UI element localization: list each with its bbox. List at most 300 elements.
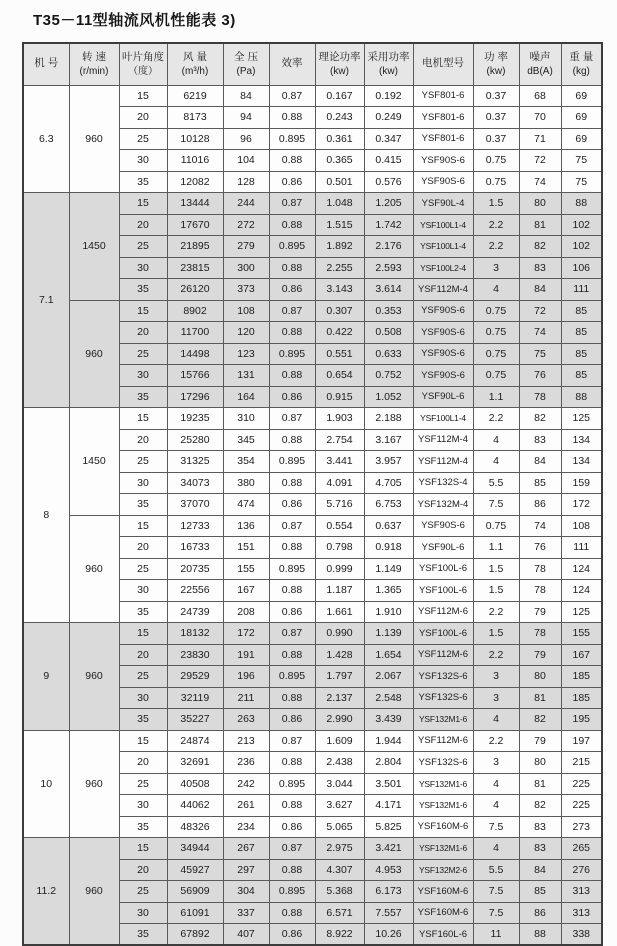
flow-cell: 34073 — [167, 472, 223, 494]
table-header — [23, 43, 602, 85]
adopted-power-cell: 0.752 — [364, 365, 413, 387]
motor-power-cell: 11 — [473, 924, 519, 946]
angle-cell: 30 — [119, 150, 167, 172]
weight-cell: 124 — [561, 580, 602, 602]
theoretical-power-cell: 3.143 — [315, 279, 364, 301]
header-line1: 机 号 — [34, 57, 59, 70]
flow-cell: 32691 — [167, 752, 223, 774]
pressure-cell: 104 — [223, 150, 269, 172]
flow-cell: 40508 — [167, 773, 223, 795]
flow-cell: 56909 — [167, 881, 223, 903]
efficiency-cell: 0.86 — [269, 171, 315, 193]
flow-cell: 25280 — [167, 429, 223, 451]
motor-model-cell: YSF100L2-4 — [413, 257, 473, 279]
theoretical-power-cell: 0.422 — [315, 322, 364, 344]
header-line2: (kw) — [330, 65, 349, 77]
machine-cell: 6.3 — [23, 85, 69, 193]
motor-model-cell: YSF100L1-4 — [413, 214, 473, 236]
weight-cell: 172 — [561, 494, 602, 516]
theoretical-power-cell: 2.990 — [315, 709, 364, 731]
efficiency-cell: 0.87 — [269, 193, 315, 215]
pressure-cell: 242 — [223, 773, 269, 795]
weight-cell: 85 — [561, 365, 602, 387]
efficiency-cell: 0.895 — [269, 558, 315, 580]
flow-cell: 14498 — [167, 343, 223, 365]
motor-power-cell: 0.37 — [473, 85, 519, 107]
angle-cell: 35 — [119, 924, 167, 946]
adopted-power-cell: 1.654 — [364, 644, 413, 666]
adopted-power-cell: 5.825 — [364, 816, 413, 838]
weight-cell: 276 — [561, 859, 602, 881]
efficiency-cell: 0.86 — [269, 386, 315, 408]
theoretical-power-cell: 0.307 — [315, 300, 364, 322]
weight-cell: 338 — [561, 924, 602, 946]
motor-power-cell: 7.5 — [473, 881, 519, 903]
motor-power-cell: 5.5 — [473, 472, 519, 494]
theoretical-power-cell: 0.361 — [315, 128, 364, 150]
motor-power-cell: 7.5 — [473, 494, 519, 516]
machine-cell: 10 — [23, 730, 69, 838]
angle-cell: 15 — [119, 85, 167, 107]
efficiency-cell: 0.895 — [269, 343, 315, 365]
pressure-cell: 373 — [223, 279, 269, 301]
theoretical-power-cell: 1.187 — [315, 580, 364, 602]
flow-cell: 22556 — [167, 580, 223, 602]
angle-cell: 20 — [119, 752, 167, 774]
motor-power-cell: 0.75 — [473, 300, 519, 322]
flow-cell: 48326 — [167, 816, 223, 838]
pressure-cell: 155 — [223, 558, 269, 580]
weight-cell: 185 — [561, 687, 602, 709]
motor-model-cell: YSF112M-6 — [413, 601, 473, 623]
weight-cell: 85 — [561, 300, 602, 322]
rpm-cell: 960 — [69, 730, 119, 838]
motor-power-cell: 4 — [473, 838, 519, 860]
flow-cell: 26120 — [167, 279, 223, 301]
noise-cell: 82 — [519, 795, 561, 817]
header-line2: (kw) — [379, 65, 398, 77]
flow-cell: 16733 — [167, 537, 223, 559]
adopted-power-cell: 0.249 — [364, 107, 413, 129]
efficiency-cell: 0.895 — [269, 881, 315, 903]
noise-cell: 82 — [519, 709, 561, 731]
motor-model-cell: YSF100L-6 — [413, 558, 473, 580]
motor-power-cell: 2.2 — [473, 601, 519, 623]
adopted-power-cell: 4.171 — [364, 795, 413, 817]
efficiency-cell: 0.88 — [269, 859, 315, 881]
angle-cell: 25 — [119, 343, 167, 365]
motor-model-cell: YSF112M-4 — [413, 429, 473, 451]
table-row — [23, 838, 602, 860]
angle-cell: 35 — [119, 279, 167, 301]
theoretical-power-cell: 2.255 — [315, 257, 364, 279]
flow-cell: 8173 — [167, 107, 223, 129]
adopted-power-cell: 0.508 — [364, 322, 413, 344]
noise-cell: 88 — [519, 924, 561, 946]
theoretical-power-cell: 0.551 — [315, 343, 364, 365]
motor-model-cell: YSF90S-6 — [413, 150, 473, 172]
motor-power-cell: 0.75 — [473, 515, 519, 537]
flow-cell: 10128 — [167, 128, 223, 150]
motor-power-cell: 7.5 — [473, 902, 519, 924]
theoretical-power-cell: 0.243 — [315, 107, 364, 129]
efficiency-cell: 0.895 — [269, 236, 315, 258]
angle-cell: 30 — [119, 472, 167, 494]
flow-cell: 67892 — [167, 924, 223, 946]
noise-cell: 80 — [519, 666, 561, 688]
flow-cell: 32119 — [167, 687, 223, 709]
weight-cell: 69 — [561, 85, 602, 107]
adopted-power-cell: 1.149 — [364, 558, 413, 580]
pressure-cell: 164 — [223, 386, 269, 408]
flow-cell: 34944 — [167, 838, 223, 860]
flow-cell: 11016 — [167, 150, 223, 172]
rpm-cell: 960 — [69, 300, 119, 408]
theoretical-power-cell: 0.654 — [315, 365, 364, 387]
flow-cell: 21895 — [167, 236, 223, 258]
motor-model-cell: YSF112M-6 — [413, 730, 473, 752]
weight-cell: 225 — [561, 773, 602, 795]
weight-cell: 85 — [561, 322, 602, 344]
performance-table — [22, 42, 603, 946]
motor-power-cell: 1.1 — [473, 386, 519, 408]
weight-cell: 134 — [561, 451, 602, 473]
motor-model-cell: YSF100L-6 — [413, 580, 473, 602]
angle-cell: 20 — [119, 644, 167, 666]
machine-cell: 9 — [23, 623, 69, 731]
pressure-cell: 263 — [223, 709, 269, 731]
adopted-power-cell: 4.953 — [364, 859, 413, 881]
noise-cell: 79 — [519, 601, 561, 623]
weight-cell: 75 — [561, 171, 602, 193]
noise-cell: 86 — [519, 494, 561, 516]
header-line2: (r/min) — [79, 65, 109, 77]
adopted-power-cell: 3.167 — [364, 429, 413, 451]
efficiency-cell: 0.87 — [269, 623, 315, 645]
noise-cell: 78 — [519, 386, 561, 408]
table-row — [23, 85, 602, 107]
motor-power-cell: 1.5 — [473, 558, 519, 580]
efficiency-cell: 0.86 — [269, 601, 315, 623]
motor-model-cell: YSF132S-6 — [413, 666, 473, 688]
header-line2: dB(A) — [527, 65, 553, 77]
angle-cell: 20 — [119, 214, 167, 236]
rpm-cell: 960 — [69, 85, 119, 193]
efficiency-cell: 0.87 — [269, 85, 315, 107]
adopted-power-cell: 0.347 — [364, 128, 413, 150]
theoretical-power-cell: 1.048 — [315, 193, 364, 215]
col-header-weight — [561, 43, 602, 85]
adopted-power-cell: 3.501 — [364, 773, 413, 795]
header-line2: (kg) — [572, 65, 590, 77]
weight-cell: 108 — [561, 515, 602, 537]
efficiency-cell: 0.86 — [269, 279, 315, 301]
motor-model-cell: YSF112M-4 — [413, 451, 473, 473]
angle-cell: 25 — [119, 881, 167, 903]
theoretical-power-cell: 4.307 — [315, 859, 364, 881]
pressure-cell: 136 — [223, 515, 269, 537]
flow-cell: 37070 — [167, 494, 223, 516]
adopted-power-cell: 2.548 — [364, 687, 413, 709]
col-header-used-power — [364, 43, 413, 85]
header-line1: 噪声 — [529, 50, 551, 63]
theoretical-power-cell: 3.627 — [315, 795, 364, 817]
header-line2: （度） — [128, 65, 158, 77]
efficiency-cell: 0.87 — [269, 838, 315, 860]
weight-cell: 75 — [561, 150, 602, 172]
theoretical-power-cell: 0.365 — [315, 150, 364, 172]
pressure-cell: 120 — [223, 322, 269, 344]
angle-cell: 35 — [119, 816, 167, 838]
col-header-flow — [167, 43, 223, 85]
pressure-cell: 131 — [223, 365, 269, 387]
motor-power-cell: 1.5 — [473, 580, 519, 602]
motor-power-cell: 0.75 — [473, 171, 519, 193]
flow-cell: 8902 — [167, 300, 223, 322]
angle-cell: 30 — [119, 257, 167, 279]
flow-cell: 17670 — [167, 214, 223, 236]
angle-cell: 15 — [119, 838, 167, 860]
header-line1: 理论功率 — [318, 50, 361, 63]
pressure-cell: 196 — [223, 666, 269, 688]
efficiency-cell: 0.88 — [269, 214, 315, 236]
table-row — [23, 515, 602, 537]
machine-cell: 11.2 — [23, 838, 69, 946]
table-row — [23, 408, 602, 430]
pressure-cell: 354 — [223, 451, 269, 473]
flow-cell: 12733 — [167, 515, 223, 537]
machine-cell: 7.1 — [23, 193, 69, 408]
header-line1: 重 量 — [569, 50, 594, 63]
motor-model-cell: YSF132M2-6 — [413, 859, 473, 881]
theoretical-power-cell: 2.754 — [315, 429, 364, 451]
noise-cell: 74 — [519, 515, 561, 537]
theoretical-power-cell: 4.091 — [315, 472, 364, 494]
theoretical-power-cell: 0.501 — [315, 171, 364, 193]
noise-cell: 74 — [519, 322, 561, 344]
theoretical-power-cell: 0.167 — [315, 85, 364, 107]
pressure-cell: 279 — [223, 236, 269, 258]
motor-model-cell: YSF132M1-6 — [413, 709, 473, 731]
adopted-power-cell: 4.705 — [364, 472, 413, 494]
efficiency-cell: 0.87 — [269, 730, 315, 752]
weight-cell: 197 — [561, 730, 602, 752]
angle-cell: 35 — [119, 601, 167, 623]
noise-cell: 76 — [519, 365, 561, 387]
flow-cell: 24874 — [167, 730, 223, 752]
rpm-cell: 1450 — [69, 408, 119, 516]
efficiency-cell: 0.86 — [269, 924, 315, 946]
flow-cell: 13444 — [167, 193, 223, 215]
angle-cell: 15 — [119, 515, 167, 537]
adopted-power-cell: 1.052 — [364, 386, 413, 408]
header-line1: 功 率 — [484, 50, 508, 63]
noise-cell: 85 — [519, 881, 561, 903]
adopted-power-cell: 3.614 — [364, 279, 413, 301]
header-line1: 风 量 — [183, 50, 207, 63]
noise-cell: 78 — [519, 558, 561, 580]
pressure-cell: 213 — [223, 730, 269, 752]
angle-cell: 25 — [119, 558, 167, 580]
theoretical-power-cell: 3.044 — [315, 773, 364, 795]
motor-power-cell: 0.37 — [473, 107, 519, 129]
weight-cell: 111 — [561, 279, 602, 301]
efficiency-cell: 0.88 — [269, 795, 315, 817]
angle-cell: 35 — [119, 171, 167, 193]
weight-cell: 265 — [561, 838, 602, 860]
motor-model-cell: YSF90L-6 — [413, 386, 473, 408]
motor-power-cell: 0.75 — [473, 343, 519, 365]
pressure-cell: 474 — [223, 494, 269, 516]
efficiency-cell: 0.88 — [269, 429, 315, 451]
motor-power-cell: 1.5 — [473, 193, 519, 215]
motor-power-cell: 3 — [473, 687, 519, 709]
motor-power-cell: 3 — [473, 752, 519, 774]
motor-power-cell: 2.2 — [473, 408, 519, 430]
pressure-cell: 123 — [223, 343, 269, 365]
motor-model-cell: YSF160M-6 — [413, 902, 473, 924]
motor-model-cell: YSF90L-6 — [413, 537, 473, 559]
weight-cell: 134 — [561, 429, 602, 451]
theoretical-power-cell: 1.661 — [315, 601, 364, 623]
motor-model-cell: YSF132M1-6 — [413, 838, 473, 860]
header-line2: (m³/h) — [181, 65, 209, 77]
efficiency-cell: 0.88 — [269, 687, 315, 709]
theoretical-power-cell: 1.903 — [315, 408, 364, 430]
weight-cell: 85 — [561, 343, 602, 365]
header-line1: 电机型号 — [422, 57, 464, 70]
adopted-power-cell: 2.593 — [364, 257, 413, 279]
noise-cell: 79 — [519, 644, 561, 666]
theoretical-power-cell: 8.922 — [315, 924, 364, 946]
motor-model-cell: YSF90S-6 — [413, 515, 473, 537]
angle-cell: 30 — [119, 902, 167, 924]
pressure-cell: 267 — [223, 838, 269, 860]
machine-cell: 8 — [23, 408, 69, 623]
theoretical-power-cell: 0.915 — [315, 386, 364, 408]
efficiency-cell: 0.87 — [269, 515, 315, 537]
angle-cell: 30 — [119, 795, 167, 817]
col-header-motor-model — [413, 43, 473, 85]
theoretical-power-cell: 1.515 — [315, 214, 364, 236]
motor-model-cell: YSF801-6 — [413, 107, 473, 129]
adopted-power-cell: 6.173 — [364, 881, 413, 903]
table-row — [23, 623, 602, 645]
pressure-cell: 380 — [223, 472, 269, 494]
pressure-cell: 337 — [223, 902, 269, 924]
angle-cell: 15 — [119, 623, 167, 645]
col-header-theo-power — [315, 43, 364, 85]
pressure-cell: 94 — [223, 107, 269, 129]
adopted-power-cell: 2.804 — [364, 752, 413, 774]
efficiency-cell: 0.895 — [269, 666, 315, 688]
table-body — [23, 85, 602, 945]
angle-cell: 25 — [119, 451, 167, 473]
noise-cell: 83 — [519, 816, 561, 838]
motor-power-cell: 0.75 — [473, 150, 519, 172]
theoretical-power-cell: 5.716 — [315, 494, 364, 516]
rpm-cell: 960 — [69, 623, 119, 731]
theoretical-power-cell: 1.797 — [315, 666, 364, 688]
adopted-power-cell: 3.957 — [364, 451, 413, 473]
motor-power-cell: 1.5 — [473, 623, 519, 645]
motor-power-cell: 3 — [473, 257, 519, 279]
motor-model-cell: YSF132M1-6 — [413, 773, 473, 795]
adopted-power-cell: 10.26 — [364, 924, 413, 946]
adopted-power-cell: 3.421 — [364, 838, 413, 860]
noise-cell: 86 — [519, 902, 561, 924]
weight-cell: 273 — [561, 816, 602, 838]
weight-cell: 69 — [561, 107, 602, 129]
weight-cell: 215 — [561, 752, 602, 774]
angle-cell: 20 — [119, 107, 167, 129]
pressure-cell: 236 — [223, 752, 269, 774]
noise-cell: 70 — [519, 107, 561, 129]
motor-model-cell: YSF100L-6 — [413, 623, 473, 645]
noise-cell: 82 — [519, 236, 561, 258]
flow-cell: 23815 — [167, 257, 223, 279]
col-header-efficiency — [269, 43, 315, 85]
flow-cell: 12082 — [167, 171, 223, 193]
noise-cell: 83 — [519, 429, 561, 451]
motor-model-cell: YSF132S-4 — [413, 472, 473, 494]
weight-cell: 88 — [561, 193, 602, 215]
noise-cell: 78 — [519, 623, 561, 645]
angle-cell: 35 — [119, 709, 167, 731]
rpm-cell: 1450 — [69, 193, 119, 301]
adopted-power-cell: 1.910 — [364, 601, 413, 623]
motor-power-cell: 0.75 — [473, 365, 519, 387]
angle-cell: 30 — [119, 687, 167, 709]
noise-cell: 82 — [519, 408, 561, 430]
col-header-motor-power — [473, 43, 519, 85]
theoretical-power-cell: 2.975 — [315, 838, 364, 860]
pressure-cell: 310 — [223, 408, 269, 430]
weight-cell: 313 — [561, 881, 602, 903]
theoretical-power-cell: 1.892 — [315, 236, 364, 258]
theoretical-power-cell: 5.065 — [315, 816, 364, 838]
adopted-power-cell: 0.415 — [364, 150, 413, 172]
motor-model-cell: YSF160M-6 — [413, 816, 473, 838]
efficiency-cell: 0.87 — [269, 408, 315, 430]
angle-cell: 15 — [119, 408, 167, 430]
efficiency-cell: 0.88 — [269, 752, 315, 774]
weight-cell: 106 — [561, 257, 602, 279]
theoretical-power-cell: 3.441 — [315, 451, 364, 473]
efficiency-cell: 0.87 — [269, 300, 315, 322]
efficiency-cell: 0.88 — [269, 322, 315, 344]
pressure-cell: 108 — [223, 300, 269, 322]
header-line1: 效率 — [281, 57, 303, 70]
weight-cell: 125 — [561, 408, 602, 430]
pressure-cell: 84 — [223, 85, 269, 107]
noise-cell: 75 — [519, 343, 561, 365]
weight-cell: 102 — [561, 214, 602, 236]
flow-cell: 35227 — [167, 709, 223, 731]
angle-cell: 15 — [119, 730, 167, 752]
weight-cell: 155 — [561, 623, 602, 645]
col-header-pressure — [223, 43, 269, 85]
table-row — [23, 300, 602, 322]
motor-model-cell: YSF112M-6 — [413, 644, 473, 666]
pressure-cell: 300 — [223, 257, 269, 279]
noise-cell: 84 — [519, 451, 561, 473]
adopted-power-cell: 3.439 — [364, 709, 413, 731]
efficiency-cell: 0.86 — [269, 709, 315, 731]
flow-cell: 29529 — [167, 666, 223, 688]
theoretical-power-cell: 1.428 — [315, 644, 364, 666]
efficiency-cell: 0.88 — [269, 257, 315, 279]
